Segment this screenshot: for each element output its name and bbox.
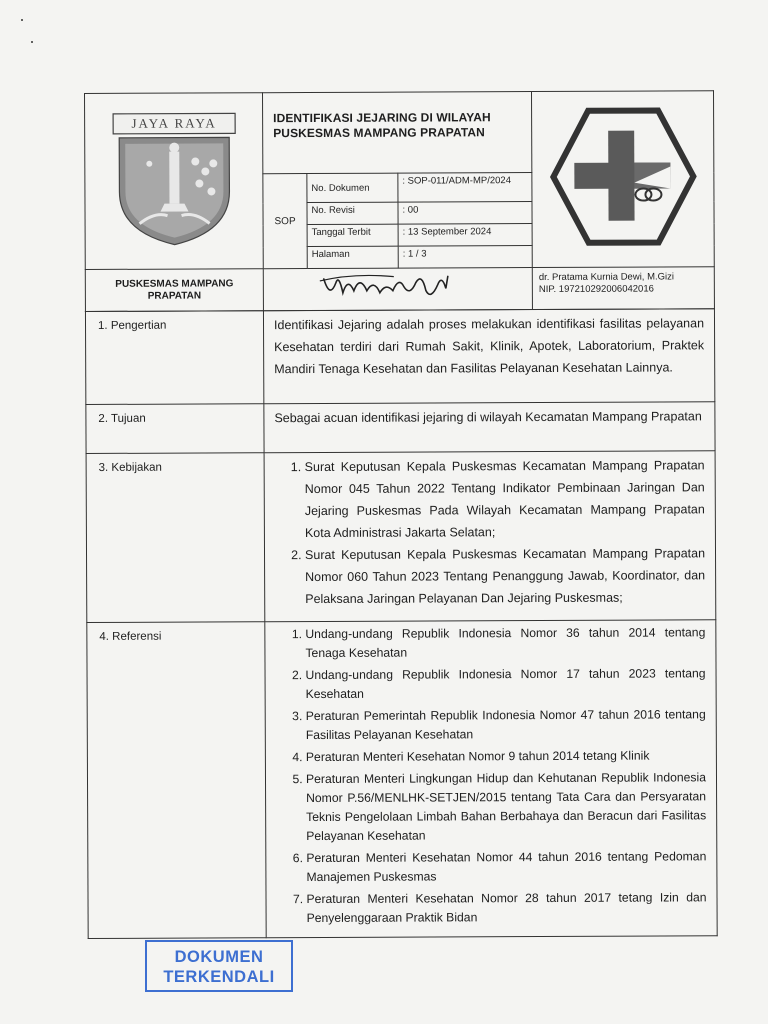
title-line-1: IDENTIFIKASI JEJARING DI WILAYAH [273, 110, 491, 126]
controlled-document-stamp [145, 940, 293, 992]
meta-label-no-dokumen: No. Dokumen [307, 173, 398, 202]
handwritten-signature [264, 268, 534, 305]
signer-name: dr. Pratama Kurnia Dewi, M.Gizi [538, 271, 675, 284]
sop-label: SOP [263, 174, 307, 269]
section-content [265, 620, 717, 938]
list-item: 5. Peraturan Menteri Lingkungan Hidup dan Kehutanan Republik Indonesia Nomor P.56/MENLHK-SETJEN/2015 tentang Tata Cara dan Persyaratan Teknis Pengelolaan Limbah Bahan Berbahaya dan Beracun dari Fasilitas Pelayanan Kesehatan [306, 768, 706, 846]
jakarta-emblem-cell [85, 93, 264, 270]
meta-label-halaman: Halaman [307, 246, 398, 268]
list-item: 2. Surat Keputusan Kepala Puskesmas Kecamatan Mampang Prapatan Nomor 060 Tahun 2023 Tentang Penanggung Jawab, Koordinator, dan Pelaksana Jaringan Pelayanan Dan Jejaring Puskesmas; [305, 542, 705, 610]
list-item: 4. Peraturan Menteri Kesehatan Nomor 9 tahun 2014 tetang Klinik [306, 746, 706, 767]
signature-cell [263, 268, 532, 311]
signer-info [532, 267, 714, 310]
scan-speck [21, 19, 23, 21]
organization-line-2: PRAPATAN [147, 289, 202, 302]
jakarta-emblem-icon [109, 111, 240, 247]
section-label: 4. Referensi [87, 622, 266, 939]
sop-header-table [84, 90, 715, 312]
section-referensi [87, 620, 717, 939]
stamp-line-1: DOKUMEN [174, 948, 264, 966]
meta-label-no-revisi: No. Revisi [307, 202, 398, 224]
list-item: 1. Undang-undang Republik Indonesia Nomor 36 tahun 2014 tentang Tenaga Kesehatan [305, 623, 705, 663]
section-kebijakan [86, 451, 716, 623]
title-line-2: PUSKESMAS MAMPANG PRAPATAN [273, 125, 485, 141]
section-tujuan [86, 402, 715, 454]
stamp-line-2: TERKENDALI [163, 968, 275, 986]
organization-line-1: PUSKESMAS MAMPANG [115, 277, 234, 290]
meta-label-tanggal-terbit: Tanggal Terbit [307, 224, 398, 246]
section-text: Identifikasi Jejaring adalah proses melakukan identifikasi fasilitas pelayanan Kesehatan terdiri dari Rumah Sakit, Klinik, Apotek, Laboratorium, Praktek Mandiri Tenaga Kesehatan dan Fasilitas Pelayanan Kesehatan Lainnya. [263, 309, 714, 404]
meta-value-no-revisi: : 00 [398, 202, 532, 225]
signer-nip: NIP. 197210292006042016 [538, 283, 654, 296]
puskesmas-logo-icon [548, 106, 699, 247]
section-text: Sebagai acuan identifikasi jejaring di wilayah Kecamatan Mampang Prapatan [264, 402, 715, 453]
sop-document [84, 90, 717, 939]
list-item: 6. Peraturan Menteri Kesehatan Nomor 44 tahun 2016 tentang Pedoman Manajemen Puskesmas [306, 847, 706, 887]
section-label: 2. Tujuan [86, 404, 264, 454]
list-item: 3. Peraturan Pemerintah Republik Indonesia Nomor 47 tahun 2016 tentang Fasilitas Pelayanan Kesehatan [306, 705, 706, 745]
kebijakan-list [275, 454, 706, 610]
sop-body-table [85, 308, 718, 939]
document-title [263, 92, 532, 174]
meta-value-no-dokumen: : SOP-011/ADM-MP/2024 [398, 173, 532, 203]
referensi-list [275, 623, 706, 928]
list-item: 1. Surat Keputusan Kepala Puskesmas Kecamatan Mampang Prapatan Nomor 045 Tahun 2022 Tentang Indikator Pembinaan Jaringan Dan Jejaring Puskesmas Pada Wilayah Kecamatan Mampang Prapatan Kota Administrasi Jakarta Selatan; [305, 454, 705, 544]
organization-name [85, 269, 263, 312]
section-label: 3. Kebijakan [86, 453, 265, 623]
list-item: 2. Undang-undang Republik Indonesia Nomor 17 tahun 2023 tentang Kesehatan [306, 664, 706, 704]
emblem-text: JAYA RAYA [130, 114, 217, 131]
puskesmas-logo-cell [532, 91, 715, 268]
section-label: 1. Pengertian [85, 311, 263, 405]
scan-speck [31, 41, 33, 43]
list-item: 7. Peraturan Menteri Kesehatan Nomor 28 tahun 2017 tetang Izin dan Penyelenggaraan Praktik Bidan [306, 888, 706, 928]
meta-value-halaman: : 1 / 3 [398, 246, 532, 269]
meta-value-tanggal-terbit: : 13 September 2024 [398, 224, 532, 247]
section-pengertian [85, 309, 714, 405]
section-content [264, 451, 716, 622]
